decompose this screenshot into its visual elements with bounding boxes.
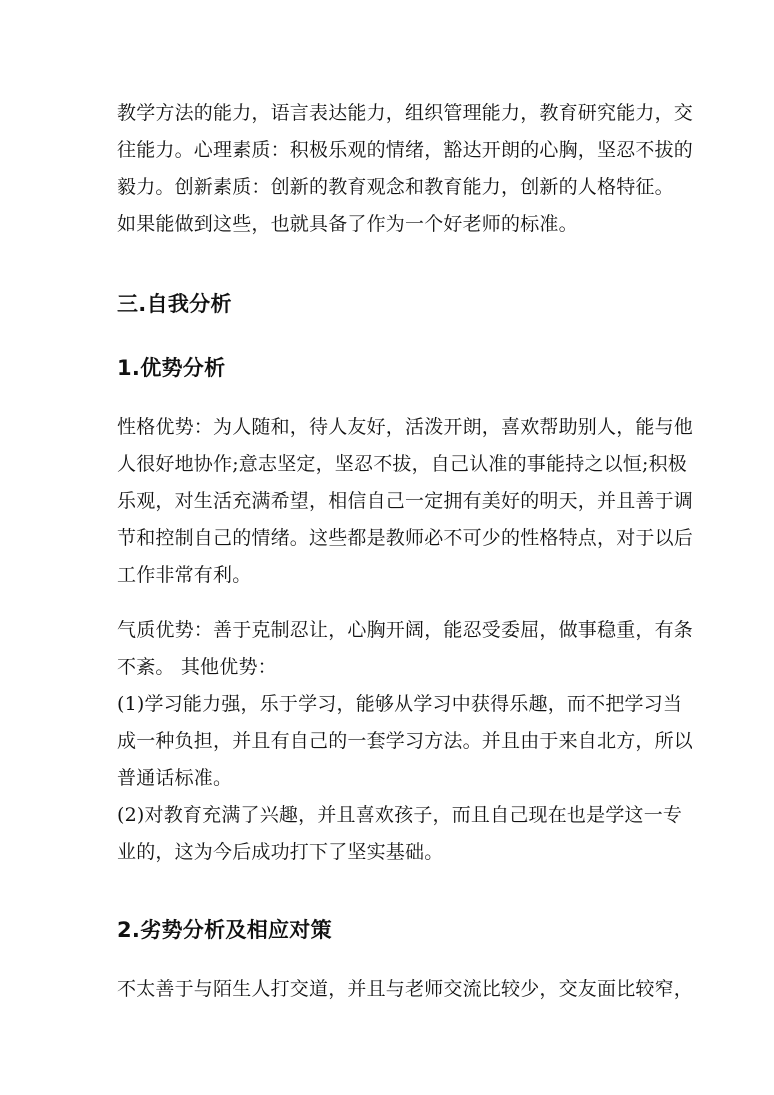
text-line: 不太善于与陌生人打交道，并且与老师交流比较少，交友面比较窄， (117, 978, 694, 1000)
weakness-paragraph (117, 971, 694, 1008)
subsection-heading-strengths: 1.优势分析 (117, 356, 226, 380)
text-line: (1)学习能力强，乐于学习，能够从学习中获得乐趣，而不把学习当 (117, 693, 683, 715)
text-line: 乐观，对生活充满希望，相信自己一定拥有美好的明天，并且善于调 (117, 490, 694, 512)
text-line: 不紊。 其他优势： (117, 656, 277, 678)
text-line: 成一种负担，并且有自己的一套学习方法。并且由于来自北方，所以 (117, 730, 694, 752)
text-line: 气质优势：善于克制忍让，心胸开阔，能忍受委屈，做事稳重，有条 (117, 619, 694, 641)
text-line: 节和控制自己的情绪。这些都是教师必不可少的性格特点，对于以后 (117, 527, 694, 549)
text-line: 普通话标准。 (117, 767, 233, 789)
section-heading-self-analysis: 三.自我分析 (117, 292, 232, 316)
text-line: 性格优势：为人随和，待人友好，活泼开朗，喜欢帮助别人，能与他 (117, 416, 694, 438)
text-line: 往能力。心理素质：积极乐观的情绪，豁达开朗的心胸，坚忍不拔的 (117, 139, 694, 161)
text-line: 如果能做到这些，也就具备了作为一个好老师的标准。 (117, 213, 578, 235)
personality-strengths-paragraph (117, 409, 694, 594)
temperament-strengths-paragraph (117, 612, 694, 686)
text-line: (2)对教育充满了兴趣，并且喜欢孩子，而且自己现在也是学这一专 (117, 804, 683, 826)
other-strength-item-2 (117, 797, 683, 871)
text-line: 人很好地协作;意志坚定，坚忍不拔，自己认准的事能持之以恒;积极 (117, 453, 688, 475)
text-line: 毅力。创新素质：创新的教育观念和教育能力，创新的人格特征。 (117, 176, 674, 198)
text-line: 教学方法的能力，语言表达能力，组织管理能力，教育研究能力，交 (117, 102, 694, 124)
text-line: 工作非常有利。 (117, 564, 252, 586)
text-line: 业的，这为今后成功打下了坚实基础。 (117, 841, 444, 863)
subsection-heading-weaknesses: 2.劣势分析及相应对策 (117, 918, 332, 942)
intro-paragraph (117, 95, 694, 243)
other-strength-item-1 (117, 686, 694, 797)
